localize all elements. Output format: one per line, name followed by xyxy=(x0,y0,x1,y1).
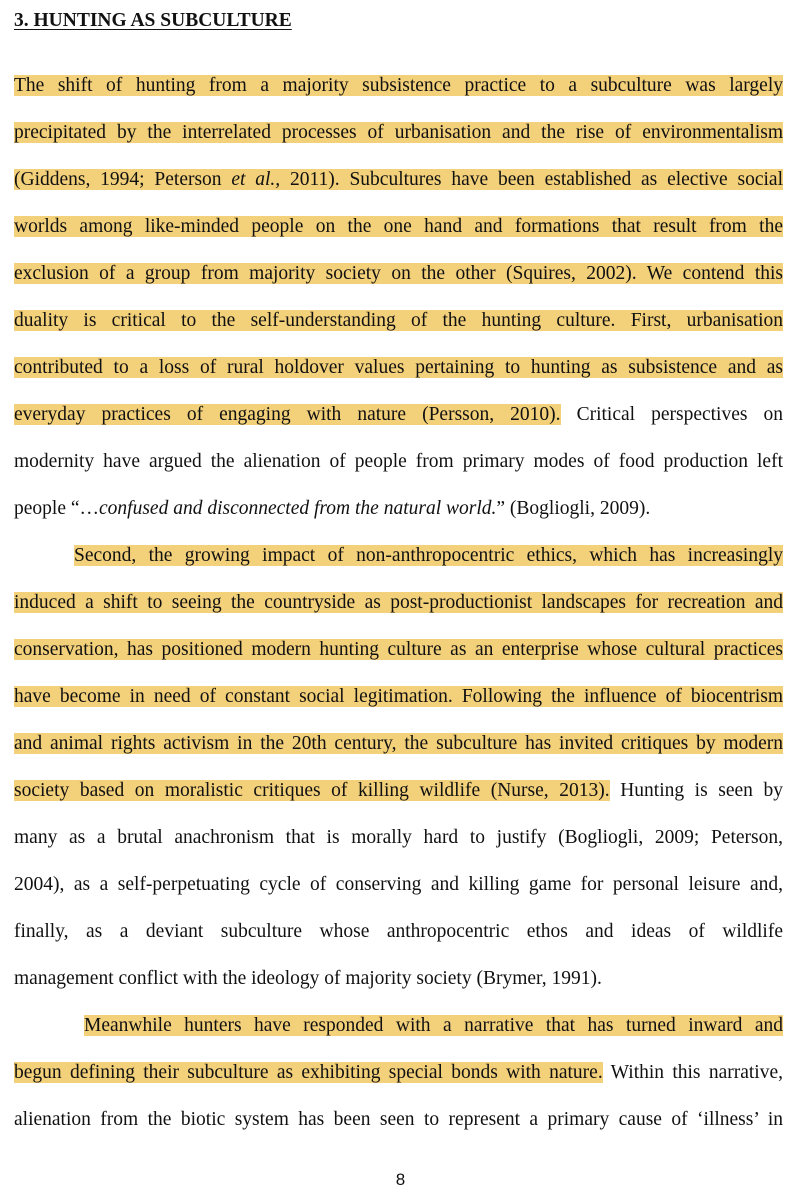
highlighted-text: duality is critical to the self-understanding of the hunting culture. First, urbanisation xyxy=(14,310,783,331)
text-line xyxy=(14,1057,783,1089)
italic-quote: confused and disconnected from the natural world. xyxy=(99,498,497,519)
text-line xyxy=(14,963,783,995)
text-line xyxy=(84,1010,783,1042)
text-line xyxy=(14,258,783,290)
text-run: people “… xyxy=(14,498,100,519)
highlighted-text: worlds among like-minded people on the one hand and formations that result from the xyxy=(14,216,783,237)
text-line xyxy=(14,869,783,901)
highlighted-text: Second, the growing impact of non-anthropocentric ethics, which has increasingly xyxy=(74,545,783,566)
text-run: Hunting is seen by xyxy=(609,780,783,801)
text-line xyxy=(14,399,783,431)
text-run: modernity have argued the alienation of people from primary modes of food production left xyxy=(14,451,783,472)
text-run: 2004), as a self-perpetuating cycle of conserving and killing game for personal leisure and, xyxy=(14,874,783,895)
text-run: 2011). Subcultures have been established as elective social xyxy=(280,169,784,190)
highlighted-text: and animal rights activism in the 20th century, the subculture has invited critiques by modern xyxy=(14,733,783,754)
italic-text: et al., xyxy=(231,169,281,190)
text-run: finally, as a deviant subculture whose anthropocentric ethos and ideas of wildlife xyxy=(14,921,783,942)
text-run: Within this narrative, xyxy=(602,1062,783,1083)
highlighted-text: induced a shift to seeing the countryside as post-productionist landscapes for recreation and xyxy=(14,592,783,613)
text-line xyxy=(14,117,783,149)
text-line xyxy=(14,775,783,807)
text-run: many as a brutal anachronism that is morally hard to justify (Bogliogli, 2009; Peterson, xyxy=(14,827,783,848)
text-run: alienation from the biotic system has been seen to represent a primary cause of ‘illness’ in xyxy=(14,1109,783,1130)
text-line xyxy=(14,352,783,384)
text-run: management conflict with the ideology of majority society (Brymer, 1991). xyxy=(14,968,602,989)
highlighted-text: conservation, has positioned modern hunting culture as an enterprise whose cultural practices xyxy=(14,639,783,660)
text-run: Critical perspectives on xyxy=(560,404,784,425)
text-line xyxy=(14,305,783,337)
text-run: (Giddens, 1994; Peterson xyxy=(14,169,232,190)
highlighted-text: begun defining their subculture as exhibiting special bonds with nature. xyxy=(14,1062,603,1083)
highlighted-text: society based on moralistic critiques of killing wildlife (Nurse, 2013). xyxy=(14,780,610,801)
text-line xyxy=(14,728,783,760)
text-line xyxy=(14,681,783,713)
highlighted-text: contributed to a loss of rural holdover values pertaining to hunting as subsistence and as xyxy=(14,357,783,378)
text-line xyxy=(14,211,783,243)
text-line xyxy=(14,70,783,102)
highlighted-text: The shift of hunting from a majority subsistence practice to a subculture was largely xyxy=(14,75,783,96)
text-line xyxy=(14,822,783,854)
section-heading: 3. HUNTING AS SUBCULTURE xyxy=(14,10,292,31)
page-number: 8 xyxy=(395,1170,406,1189)
text-run: ” (Bogliogli, 2009). xyxy=(496,498,651,519)
highlighted-text: have become in need of constant social legitimation. Following the influence of biocentrism xyxy=(14,686,783,707)
highlighted-text: everyday practices of engaging with nature (Persson, 2010). xyxy=(14,404,561,425)
highlighted-text: precipitated by the interrelated processes of urbanisation and the rise of environmentalism xyxy=(14,122,783,143)
text-line xyxy=(74,540,783,572)
text-line xyxy=(14,634,783,666)
text-line xyxy=(14,587,783,619)
text-line xyxy=(14,164,783,196)
text-line xyxy=(14,1104,783,1136)
highlighted-text: exclusion of a group from majority society on the other (Squires, 2002). We contend this xyxy=(14,263,783,284)
highlighted-text xyxy=(14,169,783,190)
text-line xyxy=(14,446,783,478)
text-line xyxy=(14,916,783,948)
highlighted-text: Meanwhile hunters have responded with a narrative that has turned inward and xyxy=(84,1015,783,1036)
text-line xyxy=(14,493,783,525)
